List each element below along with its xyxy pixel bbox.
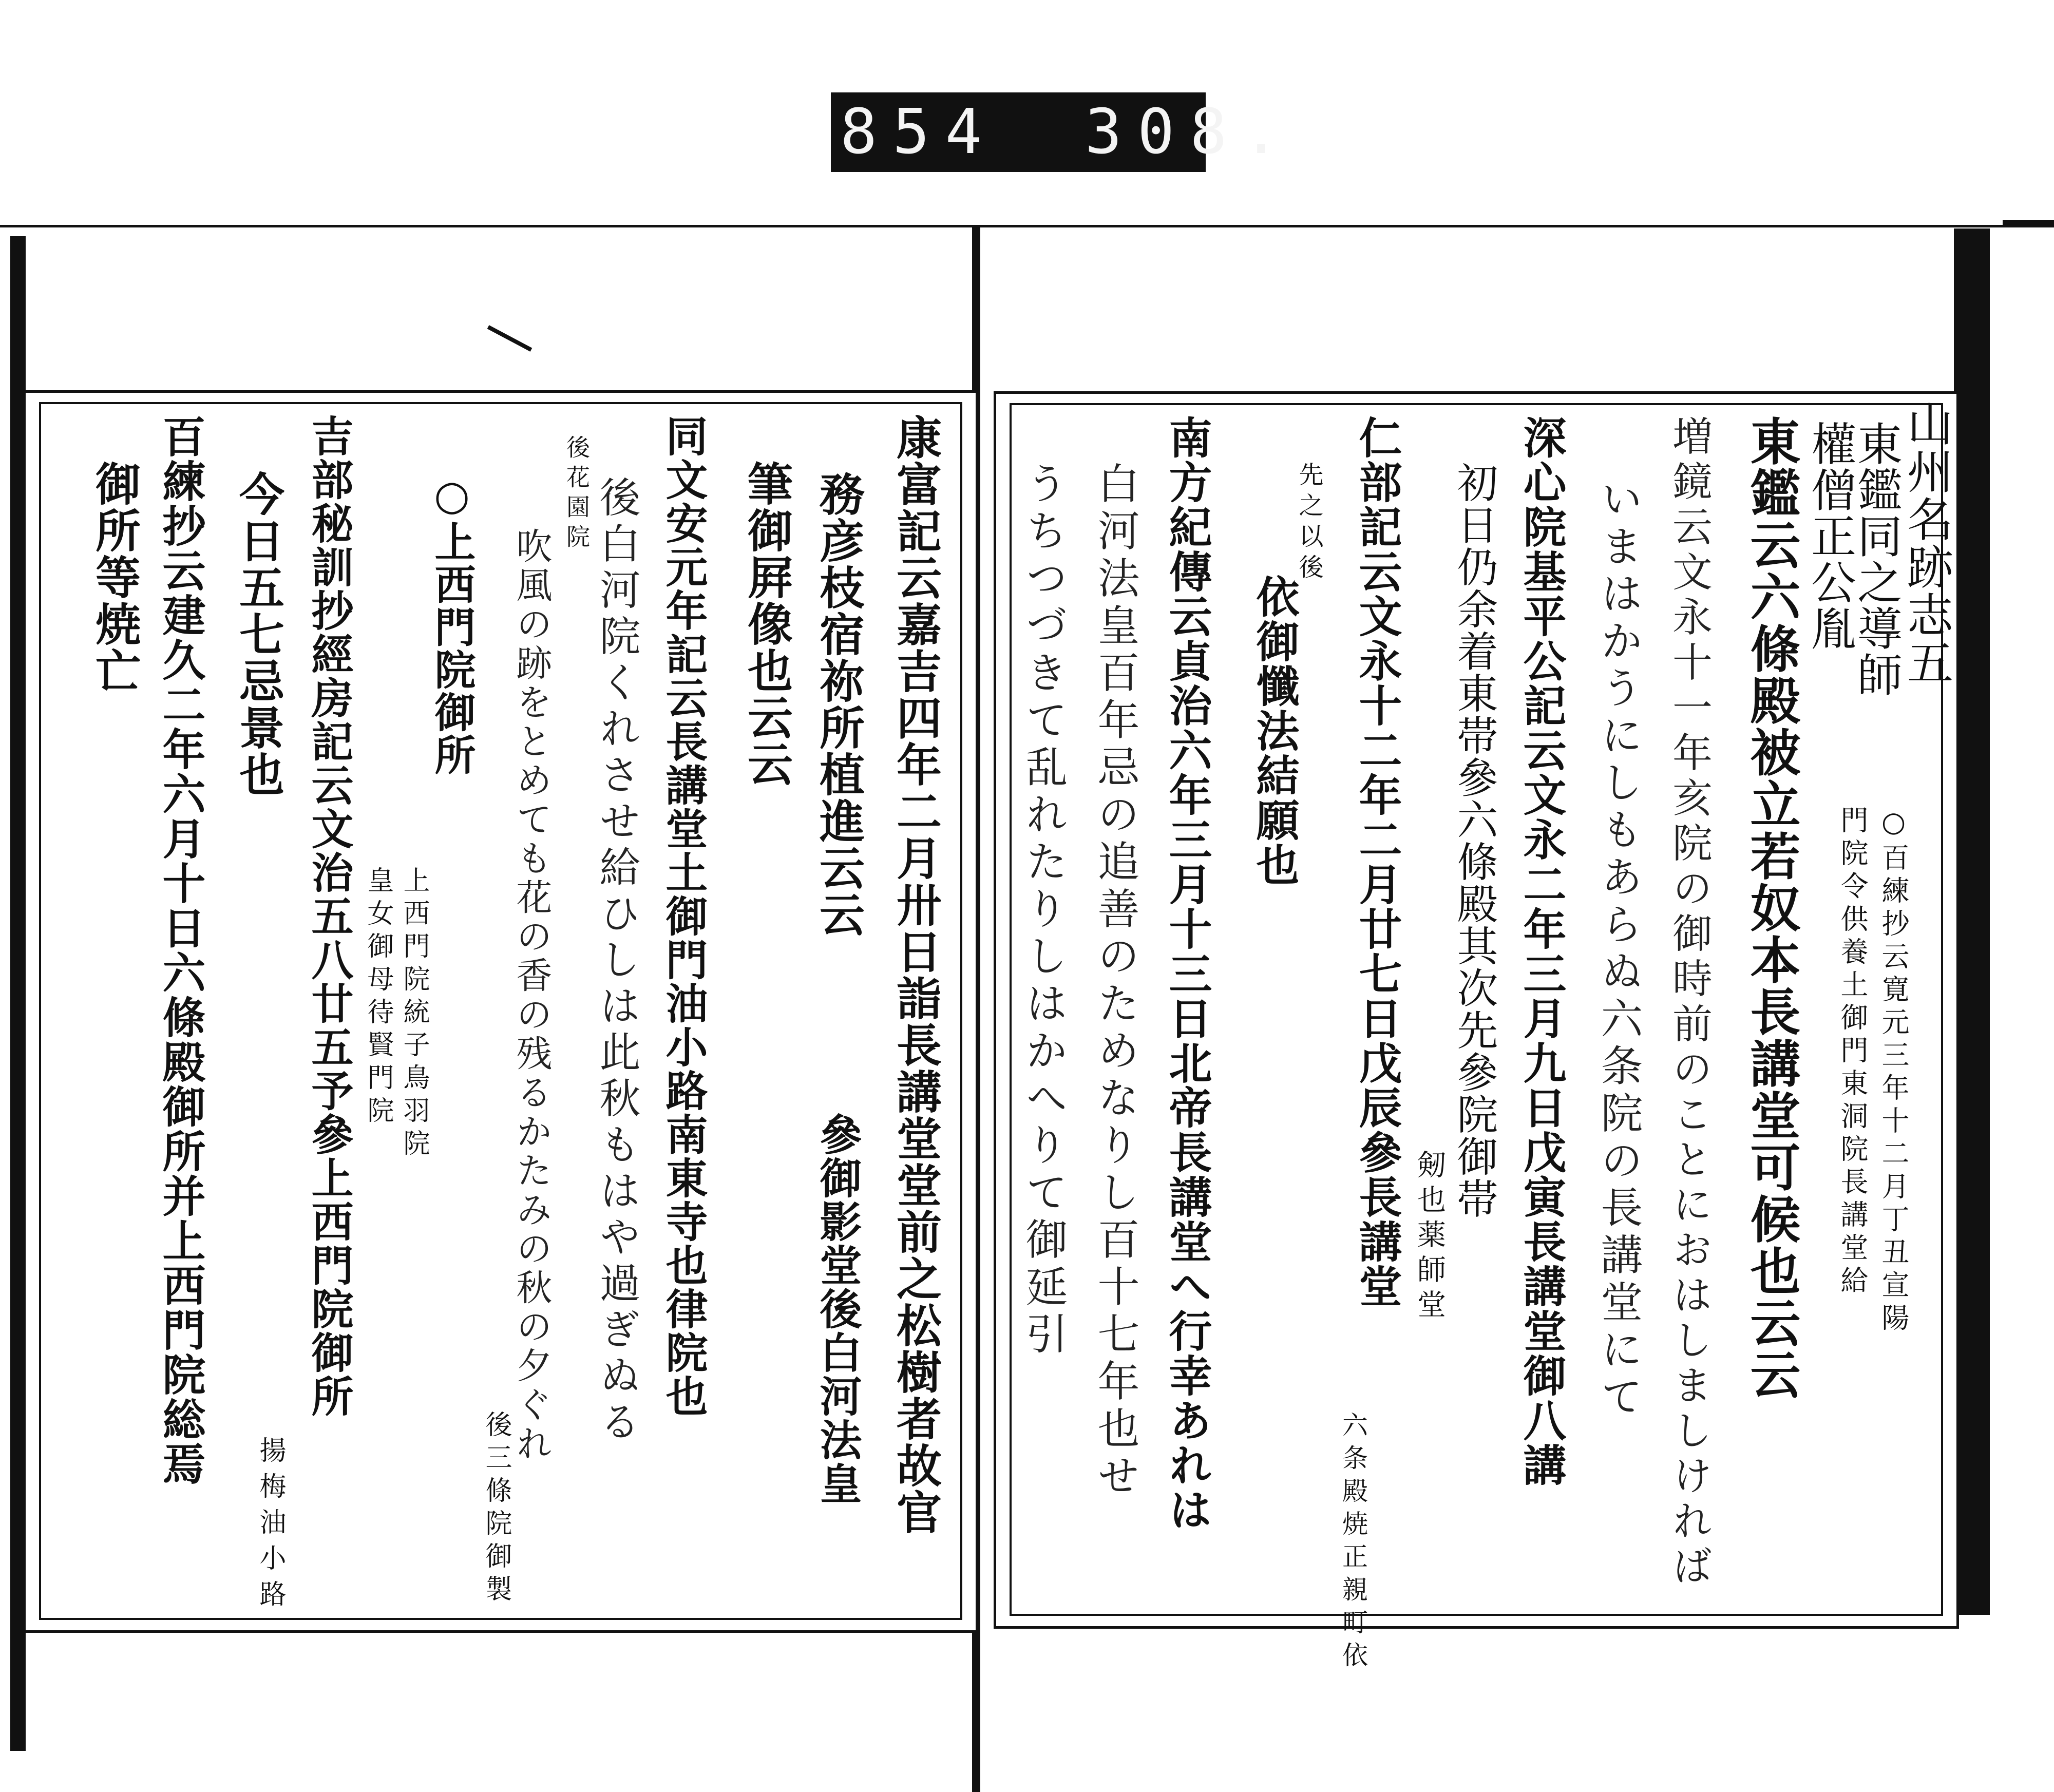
cursive-column: 吹風の跡をとめても花の香の残るかたみの秋の夕ぐれ — [510, 527, 553, 1464]
text-column: 權僧正公胤 — [1804, 421, 1857, 652]
cursive-column: 後白河院くれさせ給ひしは此秋もはや過ぎぬる — [593, 476, 640, 1446]
label-right-number: 308. — [1085, 97, 1295, 168]
left-page — [23, 390, 978, 1633]
label-left-number: 854 — [840, 97, 998, 168]
ink-stroke — [487, 325, 532, 352]
text-column: 東鑑同之導師 — [1850, 421, 1903, 698]
top-edge-line — [0, 225, 2054, 227]
text-column: 御所等焼亡 — [88, 461, 142, 694]
text-column: 依御懺法結願也 — [1249, 575, 1300, 887]
text-column: 吉部秘訓抄經房記云文治五八廿五予參上西門院御所 — [305, 414, 354, 1418]
annotation-column: 後花園院 — [563, 435, 591, 554]
annotation-column: 後三條院御製 — [481, 1410, 511, 1608]
right-page-frame — [1010, 400, 1953, 1674]
right-binding-edge — [1954, 228, 1990, 1615]
text-column: 仁部記云文永十二年二月廿七日戊辰參長講堂 — [1352, 415, 1403, 1309]
cursive-column: 白河法皇百年忌の追善のためなりし百十七年也せ — [1091, 462, 1139, 1501]
annotation-column: 六条殿焼正親町依 — [1338, 1412, 1368, 1674]
annotation-column: 先之以後 — [1295, 462, 1323, 585]
annotation-column: 門院令供養土御門東洞院長講堂給 — [1836, 806, 1869, 1299]
text-column: 百練抄云建久二年六月十日六條殿御所并上西門院総焉 — [156, 414, 206, 1486]
cursive-column: いまはかうにしもあらぬ六条院の長講堂にて — [1594, 477, 1643, 1422]
annotation-column: 皇女御母待賢門院 — [363, 866, 393, 1129]
text-column: 同文安元年記云長講堂土御門油小路南東寺也律院也 — [659, 414, 708, 1418]
text-column: 筆御屛像也云云 — [740, 461, 794, 788]
annotation-column: 揚梅油小路 — [255, 1436, 286, 1616]
right-edge-mark — [2003, 220, 2054, 226]
text-column: 參御影堂後白河法皇 — [813, 1113, 862, 1505]
cursive-column: うちつづきて乱れたりしはかへりて御延引 — [1019, 462, 1068, 1359]
text-column: 康富記云嘉吉四年二月卅日詣長講堂堂前之松樹者故官 — [889, 414, 943, 1536]
text-column: 深心院基平公記云文永二年三月九日戊寅長講堂御八講 — [1516, 415, 1567, 1488]
annotation-column: 剱也薬師堂 — [1413, 1150, 1446, 1324]
text-column: 今日五七忌景也 — [232, 471, 286, 798]
reel-label — [831, 92, 1295, 172]
text-column: 初日仍余着東帯參六條殿其次先參院御帯 — [1450, 462, 1498, 1219]
page-header: 山州名跡志五 — [1899, 400, 1953, 687]
left-page-frame — [39, 402, 962, 1620]
cursive-column: 増鏡云文永十一年亥院の御時前のことにおはしましければ — [1666, 415, 1712, 1590]
text-column: 東鑑云六條殿被立若奴本長講堂可候也云云 — [1742, 415, 1801, 1401]
text-column: 南方紀傳云貞治六年三月十三日北帝長講堂へ行幸あれは — [1162, 415, 1213, 1532]
text-column: 務彦枝宿祢所植進云云 — [812, 471, 866, 938]
annotation-column: 上西門院統子鳥羽院 — [398, 866, 429, 1162]
annotation-column: ○百練抄云寛元三年十二月丁丑宣陽 — [1877, 806, 1910, 1336]
text-column: ○上西門院御所 — [428, 471, 476, 776]
right-page — [994, 391, 1959, 1674]
